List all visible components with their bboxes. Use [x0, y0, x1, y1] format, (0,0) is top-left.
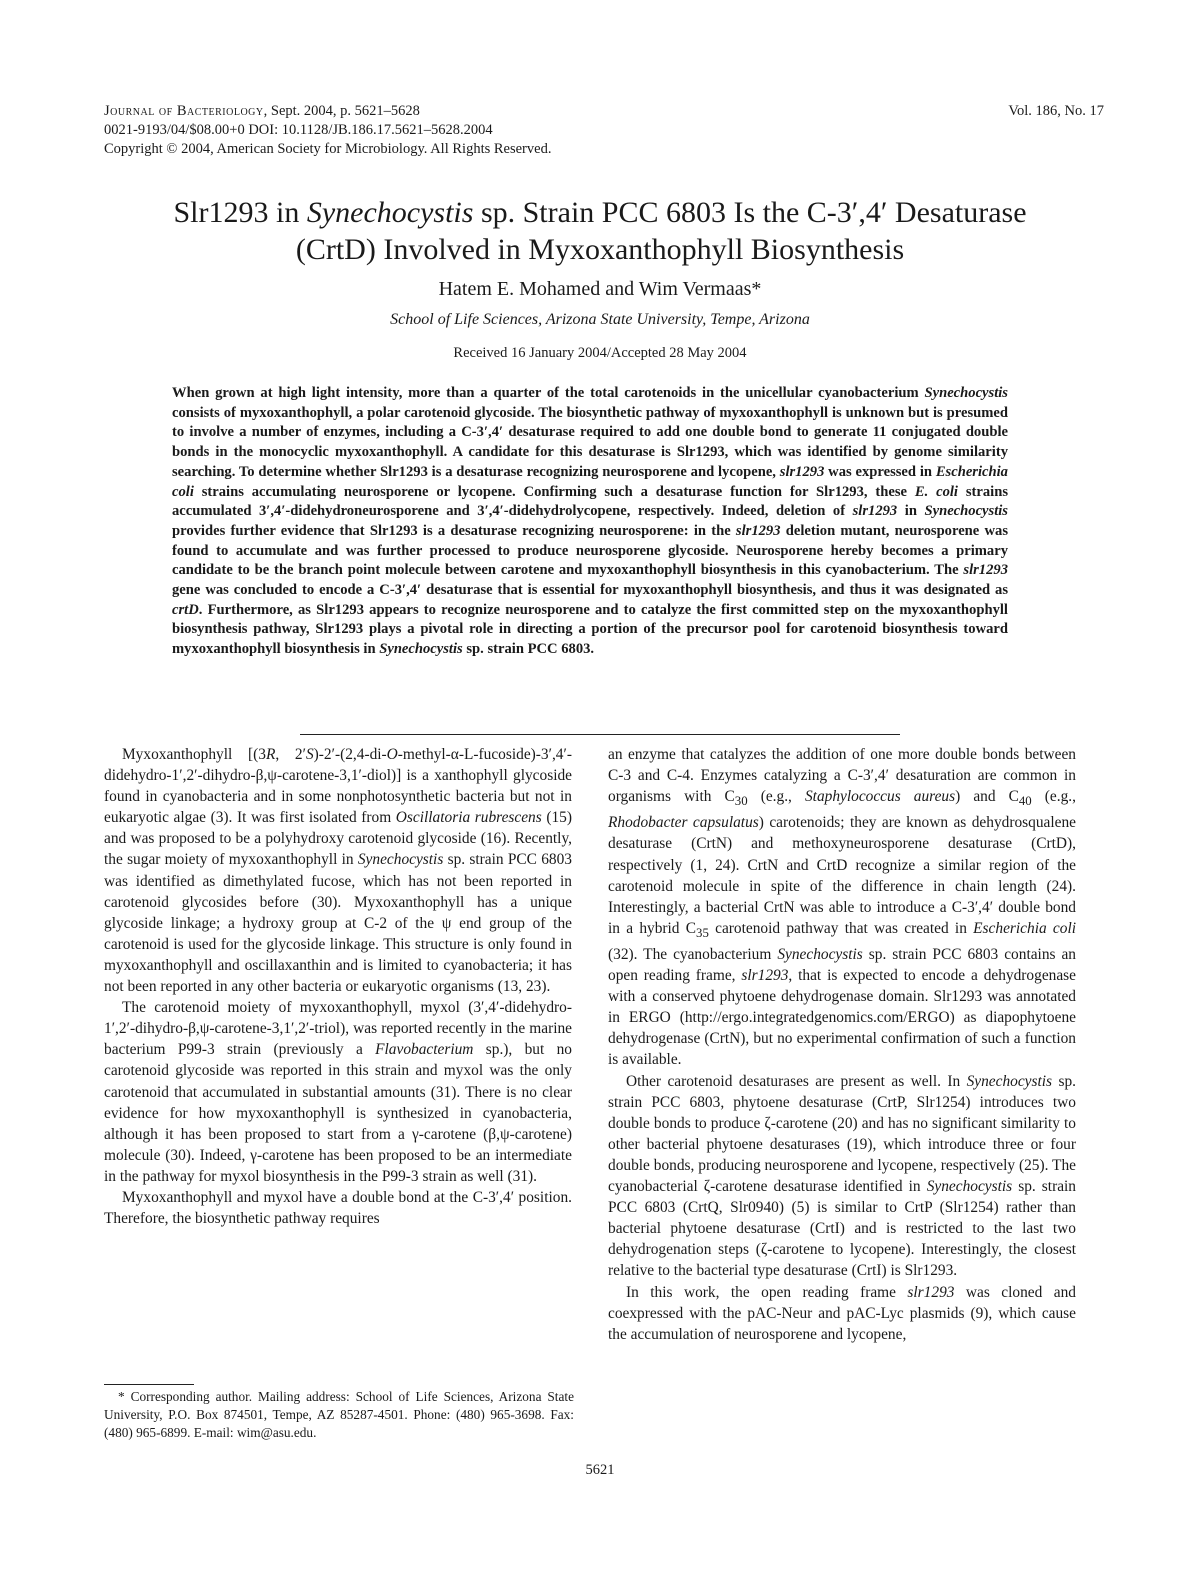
paragraph: Myxoxanthophyll and myxol have a double bond at the C-3′,4′ position. Therefore, the biosynthetic pathway requires [104, 1188, 572, 1228]
footnote-divider [104, 1384, 194, 1385]
volume-number: Vol. 186, No. 17 [1008, 103, 1104, 119]
journal-name: Journal of Bacteriology [104, 103, 264, 119]
body-column-left [104, 744, 572, 1229]
page-number: 5621 [585, 1462, 615, 1478]
copyright-line: Copyright © 2004, American Society for Microbiology. All Rights Reserved. [104, 141, 552, 157]
corresponding-author-footnote: * Corresponding author. Mailing address: School of Life Sciences, Arizona State University, P.O. Box 874501, Tempe, AZ 85287-4501. Phone: (480) 965-3698. Fax: (480) 965-6899. E-mail: wim@asu.edu. [104, 1389, 574, 1440]
paragraph: Myxoxanthophyll [(3R, 2′S)-2′-(2,4-di-O-methyl-α-L-fucoside)-3′,4′-didehydro-1′,2′-dihydro-β,ψ-carotene-3,1′-diol)] is a xanthophyll glycoside found in cyanobacteria and in some nonphotosynthetic bacteria but not in eukaryotic algae (3). It was first isolated from Oscillatoria rubrescens (15) and was proposed to be a polyhydroxy carotenoid glycoside (16). Recently, the sugar moiety of myxoxanthophyll in Synechocystis sp. strain PCC 6803 was identified as dimethylated fucose, which has not been reported in carotenoid glycosides before (30). Myxoxanthophyll has a unique glycoside linkage; a hydroxy group at C-2 of the ψ end group of the carotenoid is used for the glycoside linkage. This structure is only found in myxoxanthophyll and oscillaxanthin and is limited to cyanobacteria; it has not been reported in any other bacteria or eukaryotic organisms (13, 23). [104, 746, 572, 996]
paragraph: an enzyme that catalyzes the addition of one more double bonds between C-3 and C-4. Enzymes catalyzing a C-3′,4′ desaturation are common in organisms with $C_{30}$ (e.g., Staphylococcus aureus) and $C_{40}$ (e.g., Rhodobacter capsulatus) carotenoids; they are known as dehydrosqualene desaturase (CrtN) and methoxyneurosporene desaturase (CrtD), respectively (1, 24). CrtN and CrtD recognize a similar region of the carotenoid molecule in spite of the difference in chain length (24). Interestingly, a bacterial CrtN was able to introduce a C-3′,4′ double bond in a hybrid $C_{35}$ carotenoid pathway that was created in Escherichia coli (32). The cyanobacterium Synechocystis sp. strain PCC 6803 contains an open reading frame, slr1293, that is expected to encode a dehydrogenase with a conserved phytoene dehydrogenase domain. Slr1293 was annotated in ERGO (http://ergo.integratedgenomics.com/ERGO) as diapophytoene dehydrogenase (CrtN), but no experimental confirmation of such a function is available. [608, 746, 1077, 1069]
paragraph: The carotenoid moiety of myxoxanthophyll, myxol (3′,4′-didehydro-1′,2′-dihydro-β,ψ-carotene-3,1′,2′-triol), was reported recently in the marine bacterium P99-3 strain (previously a Flavobacterium sp.), but no carotenoid glycoside was reported in this strain and myxol was the only carotenoid that accumulated in substantial amounts (31). There is no clear evidence for how myxoxanthophyll is synthesized in cyanobacteria, although it has been proposed to start from a γ-carotene (β,ψ-carotene) molecule (30). Indeed, γ-carotene has been proposed to be an intermediate in the pathway for myxol biosynthesis in the P99-3 strain as well (31). [104, 999, 572, 1185]
abstract-divider [300, 734, 900, 735]
citation: , Sept. 2004, p. 5621–5628 [263, 103, 420, 119]
abstract: When grown at high light intensity, more than a quarter of the total carotenoids in the unicellular cyanobacterium Synechocystis consists of myxoxanthophyll, a polar carotenoid glycoside. The biosynthetic pathway of myxoxanthophyll is unknown but is presumed to involve a number of enzymes, including a C-3′,4′ desaturase required to add one double bond to generate 11 conjugated double bonds in the monocyclic myxoxanthophyll. A candidate for this desaturase is Slr1293, which was identified by genome similarity searching. To determine whether Slr1293 is a desaturase recognizing neurosporene and lycopene, slr1293 was expressed in Escherichia coli strains accumulating neurosporene or lycopene. Confirming such a desaturase function for Slr1293, these E. coli strains accumulated 3′,4′-didehydroneurosporene and 3′,4′-didehydrolycopene, respectively. Indeed, deletion of slr1293 in Synechocystis provides further evidence that Slr1293 is a desaturase recognizing neurosporene: in the slr1293 deletion mutant, neurosporene was found to accumulate and was further processed to produce neurosporene glycoside. Neurosporene hereby becomes a primary candidate to be the branch point molecule between carotene and myxoxanthophyll biosynthesis in this cyanobacterium. The slr1293 gene was concluded to encode a C-3′,4′ desaturase that is essential for myxoxanthophyll biosynthesis, and thus it was designated as crtD. Furthermore, as Slr1293 appears to recognize neurosporene and to catalyze the first committed step on the myxoxanthophyll biosynthesis pathway, Slr1293 plays a pivotal role in directing a portion of the precursor pool for carotenoid biosynthesis toward myxoxanthophyll biosynthesis in Synechocystis sp. strain PCC 6803. [172, 385, 1008, 658]
doi-line: 0021-9193/04/$08.00+0 DOI: 10.1128/JB.186.17.5621–5628.2004 [104, 122, 493, 138]
paragraph: Other carotenoid desaturases are present as well. In Synechocystis sp. strain PCC 6803, phytoene desaturase (CrtP, Slr1254) introduces two double bonds to produce ζ-carotene (20) and has no significant similarity to other bacterial phytoene desaturases (19), which introduce three or four double bonds, producing neurosporene and lycopene, respectively (25). The cyanobacterial ζ-carotene desaturase identified in Synechocystis sp. strain PCC 6803 (CrtQ, Slr0940) (5) is similar to CrtP (Slr1254) rather than bacterial phytoene desaturase (CrtI) and is restricted to the last two dehydrogenation steps (ζ-carotene to lycopene). Interestingly, the closest relative to the bacterial type desaturase (CrtI) is Slr1293. [608, 1072, 1077, 1280]
authors: Hatem E. Mohamed and Wim Vermaas* [438, 278, 762, 300]
article-title: Slr1293 in Synechocystis sp. Strain PCC 6803 Is the C-3′,4′ Desaturase (CrtD) Involved in Myxoxanthophyll Biosynthesis [173, 196, 1027, 266]
running-header [104, 102, 1104, 159]
paragraph: In this work, the open reading frame slr1293 was cloned and coexpressed with the pAC-Neur and pAC-Lyc plasmids (9), which cause the accumulation of neurosporene and lycopene, [608, 1283, 1076, 1343]
received-dates: Received 16 January 2004/Accepted 28 May 2004 [453, 345, 747, 361]
body-column-right [608, 744, 1076, 1345]
journal-citation-line [104, 102, 1104, 121]
affiliation: School of Life Sciences, Arizona State University, Tempe, Arizona [390, 311, 810, 328]
